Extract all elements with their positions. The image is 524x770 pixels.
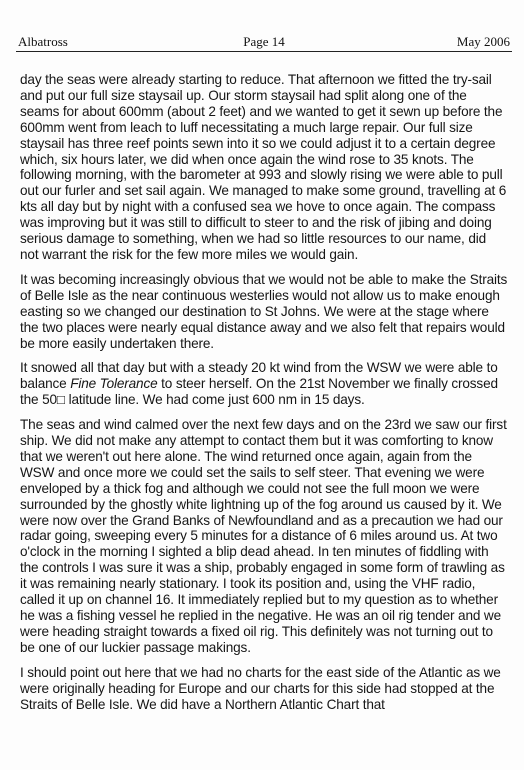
boat-name: Fine Tolerance	[70, 376, 158, 392]
paragraph-1: day the seas were already starting to reduce. That afternoon we fitted the try-sail and put our full size staysail up. Our storm staysail had split along one of the seams for about 600mm (about 2 feet) and we wanted to get it sewn up before the 600mm went from leach to luff necessitating a much large repair. Our full size staysail has three reef points sewn into it so we could adjust it to a certain degree which, six hours later, we did when once again the wind rose to 35 knots. The following morning, with the barometer at 993 and slowly rising we were able to pull out our furler and set sail again. We managed to make some ground, travelling at 6 kts all day but by night with a confused sea we hove to once again. The compass was improving but it was still to difficult to steer to and the risk of jibing and doing serious damage to something, when we had so little resources to our name, did not warrant the risk for the few more miles we would gain.	[20, 72, 507, 262]
paragraph-2: It was becoming increasingly obvious that we would not be able to make the Straits of Belle Isle as the near continuous westerlies would not allow us to make enough easting so we changed our destination to St Johns. We were at the stage where the two places were nearly equal distance away and we also felt that repairs would be more easily undertaken there.	[20, 271, 508, 351]
article-body	[20, 72, 508, 721]
paragraph-5: I should point out here that we had no charts for the east side of the Atlantic as we were originally heading for Europe and our charts for this side had stopped at the Straits of Belle Isle. We did have a Northern Atlantic Chart that	[20, 664, 501, 712]
publication-title: Albatross	[18, 34, 68, 49]
paragraph-3-part-1: It snowed all that day but with a steady 20 kt wind from the WSW we were able to balance	[20, 360, 498, 392]
page-number: Page 14	[243, 34, 285, 49]
issue-date: May 2006	[456, 34, 510, 49]
paragraph-3-part-2: to steer herself. On the 21st November we finally crossed the 50□ latitude line. We had come just 600 nm in 15 days.	[20, 376, 498, 408]
paragraph-3	[20, 360, 508, 408]
paragraph-4: The seas and wind calmed over the next few days and on the 23rd we saw our first ship. We did not make any attempt to contact them but it was comforting to know that we weren't out here alone. The wind returned once again, again from the WSW and once more we could set the sails to self steer. That evening we were enveloped by a thick fog and although we could not see the full moon we were surrounded by the ghostly white lightning up of the fog around us caused by it. We were now over the Grand Banks of Newfoundland and as a precaution we had our radar going, sweeping every 5 minutes for a distance of 6 miles around us. At two o'clock in the morning I sighted a blip dead ahead. In ten minutes of fiddling with the controls I was sure it was a ship, probably engaged in some form of trawling as it was remaining nearly stationary. I took its position and, using the VHF radio, called it up on channel 16. It immediately replied but to my question as to whether he was a fishing vessel he replied in the negative. He was an oil rig tender and we were heading straight towards a fixed oil rig. This definitely was not turning out to be one of our luckier passage makings.	[20, 417, 507, 655]
header-rule	[16, 51, 512, 52]
